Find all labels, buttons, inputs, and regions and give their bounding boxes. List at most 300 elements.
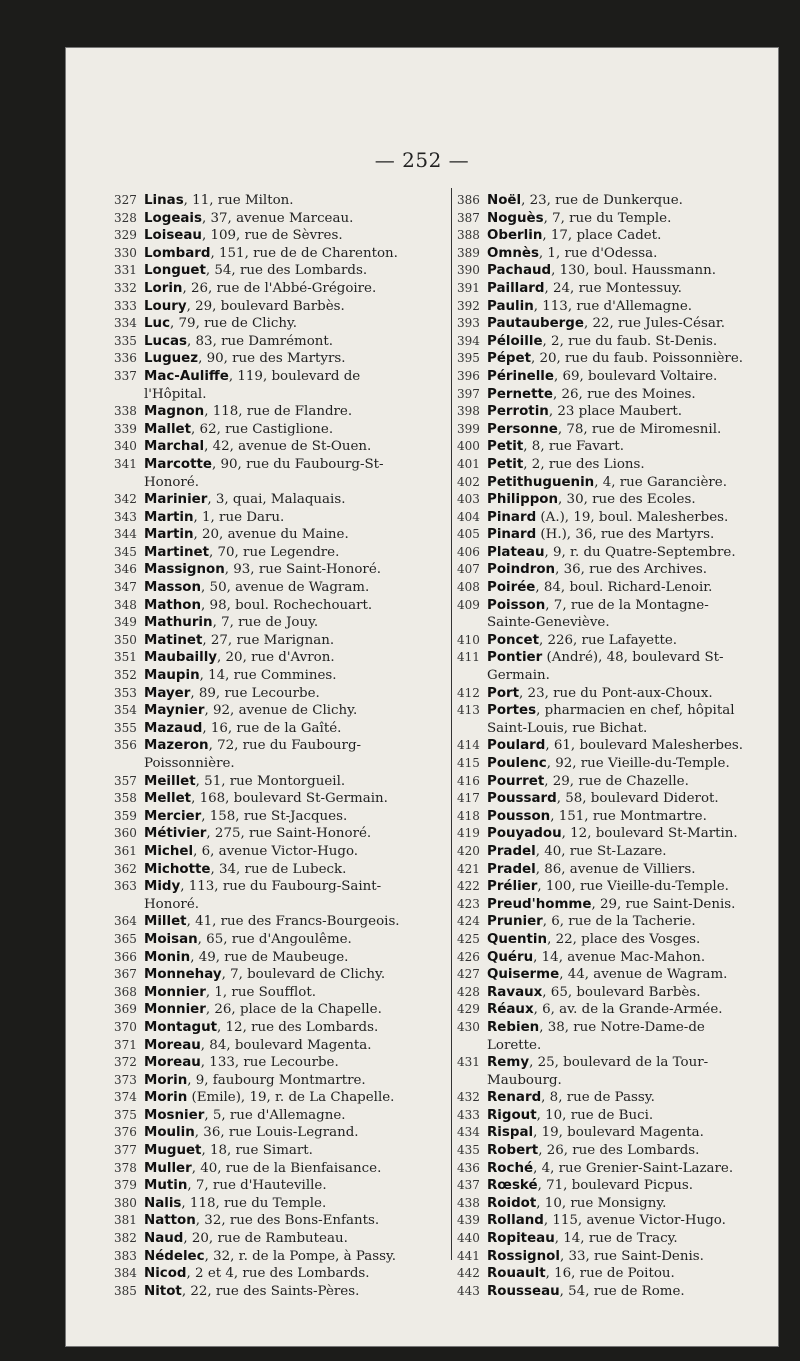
directory-entry (457, 843, 767, 861)
entry-name: Poussard (487, 791, 557, 807)
entry-number: 373 (114, 1072, 137, 1087)
entry-number: 386 (457, 193, 480, 207)
entry-number: 395 (457, 351, 480, 366)
entry-number: 404 (457, 509, 480, 524)
entry-number: 423 (457, 896, 480, 911)
entry-address: , 27, rue Marignan. (202, 632, 335, 648)
entry-address: Poissonnière. (144, 756, 235, 771)
directory-entry (457, 544, 767, 562)
entry-name: Pouyadou (487, 826, 562, 842)
entry-address: (André), 48, boulevard St- (542, 650, 724, 666)
entry-address: , 84, boul. Richard-Lenoir. (535, 580, 713, 596)
directory-entry (457, 192, 767, 210)
entry-address: , 7, rue d'Hauteville. (187, 1178, 327, 1194)
entry-address: Sainte-Geneviève. (487, 615, 610, 631)
entry-number: 344 (114, 527, 137, 542)
entry-address: , 26, place de la Chapelle. (205, 1002, 382, 1018)
entry-number: 438 (457, 1195, 480, 1210)
entry-address: , 40, rue de la Bienfaisance. (191, 1160, 382, 1176)
entry-address: , 133, rue Lecourbe. (200, 1055, 339, 1071)
entry-number: 367 (114, 967, 137, 982)
entry-address: , 44, avenue de Wagram. (559, 967, 728, 983)
entry-address: , 32, r. de la Pompe, à Passy. (204, 1248, 397, 1264)
entry-name: Michotte (144, 861, 211, 877)
directory-entry (457, 949, 767, 967)
entry-address: , 158, rue St-Jacques. (201, 808, 348, 824)
entry-name: Noguès (487, 210, 544, 226)
entry-number: 421 (457, 861, 480, 876)
entry-name: Luguez (144, 351, 199, 367)
entry-address: , 10, rue Monsigny. (536, 1195, 667, 1211)
entry-address: , 90, rue des Martyrs. (198, 351, 346, 367)
directory-entry (114, 949, 446, 967)
directory-entry (114, 561, 446, 579)
entry-name: Prélier (487, 879, 538, 895)
directory-entry (114, 262, 446, 280)
entry-name: Poisson (487, 597, 546, 613)
entry-number: 439 (457, 1213, 480, 1228)
entry-address: (H.), 36, rue des Martyrs. (536, 527, 715, 543)
entry-number: 378 (114, 1160, 137, 1175)
directory-entry (457, 1177, 767, 1195)
entry-number: 365 (114, 931, 137, 946)
left-column (114, 192, 446, 1300)
directory-entry (457, 878, 767, 896)
directory-entry (114, 1019, 446, 1037)
directory-entry (114, 1107, 446, 1125)
directory-entry (114, 421, 446, 439)
directory-entry (114, 913, 446, 931)
directory-entry (457, 632, 767, 650)
directory-entry (114, 456, 446, 474)
entry-number: 360 (114, 826, 137, 841)
entry-number: 427 (457, 967, 480, 982)
entry-number: 357 (114, 773, 137, 788)
entry-number: 426 (457, 949, 480, 964)
entry-name: Longuet (144, 263, 206, 279)
entry-address: , 8, rue Favart. (523, 439, 625, 455)
entry-name: Mathurin (144, 615, 213, 631)
entry-number: 382 (114, 1231, 137, 1246)
entry-address: , 16, rue de la Gaîté. (202, 720, 342, 736)
entry-address: , 37, avenue Marceau. (202, 210, 354, 226)
directory-entry (457, 386, 767, 404)
entry-name: Monin (144, 949, 191, 965)
entry-address: , 113, rue d'Allemagne. (533, 298, 693, 314)
entry-number: 428 (457, 984, 480, 999)
directory-entry (457, 368, 767, 386)
entry-name: Réaux (487, 1002, 534, 1018)
directory-entry (457, 403, 767, 421)
entry-number: 377 (114, 1143, 137, 1158)
directory-entry (114, 597, 446, 615)
entry-name: Massignon (144, 562, 225, 578)
entry-name: Poulenc (487, 756, 547, 771)
entry-name: Masson (144, 580, 202, 596)
entry-address: , 7, rue de la Montagne- (545, 597, 709, 613)
entry-address: , 23 place Maubert. (548, 404, 683, 420)
entry-number: 441 (457, 1248, 480, 1263)
entry-name: Naud (144, 1231, 184, 1247)
entry-address: , 8, rue de Passy. (541, 1090, 655, 1106)
entry-name: Midy (144, 879, 181, 895)
entry-name: Personne (487, 421, 558, 437)
directory-entry (457, 1160, 767, 1178)
entry-address: , 5, rue d'Allemagne. (204, 1107, 346, 1123)
directory-entry (457, 808, 767, 826)
directory-entry (114, 1037, 446, 1055)
entry-address: , 14, avenue Mac-Mahon. (533, 949, 706, 965)
entry-name: Moisan (144, 931, 198, 947)
entry-address: , 17, place Cadet. (542, 228, 662, 244)
entry-address: , 90, rue du Faubourg-St- (212, 456, 384, 472)
entry-address: , 168, boulevard St-Germain. (191, 791, 388, 807)
entry-address: , 6, av. de la Grande-Armée. (533, 1002, 723, 1018)
entry-number: 328 (114, 210, 137, 225)
entry-name: Plateau (487, 544, 545, 560)
directory-entry (457, 474, 767, 492)
entry-name: Moulin (144, 1125, 195, 1141)
entry-name: Monnier (144, 984, 206, 1000)
entry-number: 411 (457, 650, 480, 665)
entry-name: Poulard (487, 738, 546, 754)
entry-number: 338 (114, 404, 137, 419)
directory-entry (114, 1160, 446, 1178)
entry-number: 363 (114, 879, 137, 894)
entry-address: , 23, rue du Pont-aux-Choux. (519, 685, 713, 701)
entry-name: Millet (144, 914, 187, 930)
entry-number: 353 (114, 685, 137, 700)
entry-name: Philippon (487, 492, 559, 508)
entry-name: Pinard (487, 509, 537, 525)
entry-name: Petithuguenin (487, 474, 595, 490)
entry-name: Paulin (487, 298, 534, 314)
entry-number: 342 (114, 492, 137, 507)
entry-number: 409 (457, 597, 480, 612)
directory-entry (114, 1001, 446, 1019)
entry-name: Mazaud (144, 720, 203, 736)
directory-entry (114, 1283, 446, 1301)
entry-name: Monnier (144, 1002, 206, 1018)
directory-entry (114, 315, 446, 333)
entry-continuation (457, 1037, 767, 1055)
entry-name: Montagut (144, 1019, 218, 1035)
entry-address: , 71, boulevard Picpus. (537, 1178, 693, 1194)
entry-name: Roché (487, 1160, 534, 1176)
directory-entry (457, 1124, 767, 1142)
entry-address: , 2 et 4, rue des Lombards. (186, 1266, 370, 1282)
entry-address: , 29, rue de Chazelle. (544, 773, 689, 789)
directory-entry (457, 491, 767, 509)
entry-name: Quiserme (487, 967, 560, 983)
directory-entry (457, 298, 767, 316)
entry-address: , 6, rue de la Tacherie. (542, 914, 696, 930)
directory-entry (457, 1248, 767, 1266)
entry-number: 424 (457, 914, 480, 929)
directory-entry (114, 509, 446, 527)
entry-name: Monnehay (144, 967, 222, 983)
entry-number: 337 (114, 368, 137, 383)
directory-entry (457, 1230, 767, 1248)
directory-entry (114, 931, 446, 949)
entry-continuation (457, 1072, 767, 1090)
entry-address: , 29, boulevard Barbès. (186, 298, 345, 314)
entry-name: Lucas (144, 333, 188, 349)
directory-entry (457, 561, 767, 579)
entry-name: Natton (144, 1213, 196, 1229)
entry-number: 435 (457, 1143, 480, 1158)
directory-entry (114, 843, 446, 861)
entry-name: Linas (144, 193, 184, 208)
entry-address: , 115, avenue Victor-Hugo. (543, 1213, 726, 1229)
entry-number: 327 (114, 193, 137, 207)
entry-name: Luc (144, 316, 171, 332)
directory-entry (114, 403, 446, 421)
entry-number: 361 (114, 843, 137, 858)
directory-entry (114, 984, 446, 1002)
directory-entry (114, 544, 446, 562)
directory-entry (114, 1248, 446, 1266)
entry-number: 329 (114, 228, 137, 243)
entry-address: , 226, rue Lafayette. (538, 632, 678, 648)
directory-entry (457, 421, 767, 439)
directory-entry (457, 1265, 767, 1283)
directory-entry (457, 227, 767, 245)
directory-entry (457, 509, 767, 527)
entry-address: , 119, boulevard de (228, 368, 361, 384)
entry-name: Mathon (144, 597, 202, 613)
entry-address: , 11, rue Milton. (183, 193, 294, 208)
entry-name: Rebien (487, 1019, 540, 1035)
entry-number: 350 (114, 632, 137, 647)
entry-address: , 118, rue de Flandre. (204, 404, 353, 420)
entry-number: 436 (457, 1160, 480, 1175)
directory-entry (457, 526, 767, 544)
entry-name: Preud'homme (487, 896, 592, 912)
entry-name: Port (487, 685, 520, 701)
directory-entry (457, 685, 767, 703)
entry-name: Pradel (487, 843, 536, 859)
entry-address: , 6, avenue Victor-Hugo. (193, 843, 359, 859)
entry-address: , 118, rue du Temple. (181, 1195, 327, 1211)
entry-name: Martinet (144, 544, 209, 560)
directory-entry (457, 966, 767, 984)
entry-name: Péloille (487, 333, 543, 349)
directory-entry (114, 790, 446, 808)
entry-name: Petit (487, 456, 524, 472)
entry-address: , 54, rue des Lombards. (205, 263, 368, 279)
entry-address: , 62, rue Castiglione. (191, 421, 334, 437)
entry-number: 339 (114, 421, 137, 436)
entry-name: Muguet (144, 1143, 202, 1159)
entry-address: , 20, avenue du Maine. (193, 527, 349, 543)
entry-number: 419 (457, 826, 480, 841)
entry-number: 412 (457, 685, 480, 700)
directory-entry (457, 350, 767, 368)
entry-number: 417 (457, 791, 480, 806)
entry-address: , 12, boulevard St-Martin. (561, 826, 738, 842)
entry-address: , 54, rue de Rome. (559, 1283, 685, 1299)
entry-number: 356 (114, 738, 137, 753)
entry-address: , 36, rue des Archives. (555, 562, 708, 578)
entry-address: , 26, rue de l'Abbé-Grégoire. (182, 280, 377, 296)
entry-number: 343 (114, 509, 137, 524)
entry-number: 431 (457, 1055, 480, 1070)
entry-number: 371 (114, 1037, 137, 1052)
entry-name: Poncet (487, 632, 539, 648)
entry-address: , 10, rue de Buci. (536, 1107, 654, 1123)
directory-entry (114, 614, 446, 632)
directory-entry (457, 773, 767, 791)
entry-number: 351 (114, 650, 137, 665)
entry-number: 366 (114, 949, 137, 964)
entry-name: Marinier (144, 492, 208, 508)
entry-name: Roidot (487, 1195, 537, 1211)
directory-entry (457, 333, 767, 351)
directory-entry (114, 632, 446, 650)
entry-number: 346 (114, 562, 137, 577)
entry-name: Quentin (487, 931, 548, 947)
entry-name: Logeais (144, 210, 202, 226)
entry-name: Rolland (487, 1213, 544, 1229)
directory-entry (114, 861, 446, 879)
entry-address: , 14, rue Commines. (199, 668, 337, 684)
entry-address: l'Hôpital. (144, 386, 207, 402)
directory-entry (114, 667, 446, 685)
directory-entry (114, 491, 446, 509)
entry-name: Mallet (144, 421, 192, 437)
entry-name: Pinard (487, 527, 537, 543)
directory-entry (114, 825, 446, 843)
directory-entry (114, 579, 446, 597)
entry-number: 442 (457, 1266, 480, 1281)
entry-number: 430 (457, 1019, 480, 1034)
directory-entry (114, 702, 446, 720)
entry-number: 379 (114, 1178, 137, 1193)
entry-name: Poindron (487, 562, 556, 578)
entry-number: 414 (457, 738, 480, 753)
directory-entry (457, 245, 767, 263)
entry-number: 429 (457, 1002, 480, 1017)
entry-number: 420 (457, 843, 480, 858)
entry-number: 369 (114, 1002, 137, 1017)
entry-address: , 41, rue des Francs-Bourgeois. (186, 914, 400, 930)
entry-address: , 19, boulevard Magenta. (533, 1125, 704, 1141)
entry-number: 352 (114, 668, 137, 683)
directory-entry (457, 1107, 767, 1125)
entry-name: Rossignol (487, 1248, 560, 1264)
entry-address: , 130, boul. Haussmann. (551, 263, 716, 279)
entry-number: 387 (457, 210, 480, 225)
entry-number: 347 (114, 580, 137, 595)
entry-address: , 38, rue Notre-Dame-de (539, 1019, 705, 1035)
entry-name: Métivier (144, 826, 207, 842)
entry-name: Robert (487, 1143, 539, 1159)
entry-address: , 14, rue de Tracy. (554, 1231, 678, 1247)
entry-address: Lorette. (487, 1037, 542, 1053)
entry-name: Marcotte (144, 456, 212, 472)
entry-number: 413 (457, 703, 480, 718)
entry-address: Honoré. (144, 896, 200, 912)
entry-address: , 69, boulevard Voltaire. (553, 368, 718, 384)
entry-number: 334 (114, 316, 137, 331)
entry-address: , 40, rue St-Lazare. (535, 843, 667, 859)
directory-entry (457, 702, 767, 720)
entry-address: , 7, rue de Jouy. (212, 615, 319, 631)
entry-address: , 72, rue du Faubourg- (208, 738, 362, 754)
entry-address: , 151, rue de de Charenton. (210, 245, 398, 261)
entry-number: 372 (114, 1055, 137, 1070)
entry-name: Mazeron (144, 738, 209, 754)
entry-address: , 84, boulevard Magenta. (200, 1037, 372, 1053)
directory-entry (457, 262, 767, 280)
entry-number: 434 (457, 1125, 480, 1140)
entry-number: 410 (457, 632, 480, 647)
entry-number: 336 (114, 351, 137, 366)
entry-name: Pradel (487, 861, 536, 877)
entry-name: Pautauberge (487, 316, 584, 332)
entry-address: (Emile), 19, r. de La Chapelle. (187, 1090, 395, 1106)
entry-number: 354 (114, 703, 137, 718)
entry-number: 396 (457, 368, 480, 383)
entry-address: , 22, rue des Saints-Pères. (181, 1283, 360, 1299)
entry-continuation (114, 896, 446, 914)
entry-number: 394 (457, 333, 480, 348)
entry-address: , 1, rue d'Odessa. (538, 245, 658, 261)
entry-number: 393 (457, 316, 480, 331)
entry-name: Mellet (144, 791, 192, 807)
entry-name: Marchal (144, 439, 205, 455)
entry-number: 416 (457, 773, 480, 788)
entry-continuation (457, 614, 767, 632)
directory-entry (114, 1265, 446, 1283)
entry-address: , 16, rue de Poitou. (545, 1266, 675, 1282)
entry-address: , 20, rue de Rambuteau. (183, 1231, 348, 1247)
entry-address: , 9, faubourg Montmartre. (187, 1072, 366, 1088)
entry-name: Remy (487, 1055, 530, 1071)
entry-name: Martin (144, 509, 194, 525)
entry-address: , 34, rue de Lubeck. (210, 861, 347, 877)
entry-number: 331 (114, 263, 137, 278)
directory-entry (457, 825, 767, 843)
entry-name: Muller (144, 1160, 192, 1176)
entry-name: Lorin (144, 280, 183, 296)
directory-entry (457, 1212, 767, 1230)
entry-name: Mercier (144, 808, 202, 824)
directory-entry (457, 649, 767, 667)
entry-number: 397 (457, 386, 480, 401)
entry-number: 376 (114, 1125, 137, 1140)
entry-number: 340 (114, 439, 137, 454)
entry-address: , 92, rue Vieille-du-Temple. (546, 756, 730, 771)
directory-entry (114, 192, 446, 210)
directory-entry (457, 597, 767, 615)
entry-name: Pousson (487, 808, 551, 824)
entry-name: Loiseau (144, 228, 202, 244)
entry-number: 364 (114, 914, 137, 929)
directory-entry (457, 913, 767, 931)
entry-name: Ravaux (487, 984, 543, 1000)
entry-address: , 30, rue des Ecoles. (558, 492, 696, 508)
directory-entry (457, 280, 767, 298)
entry-address: , 4, rue Garancière. (594, 474, 727, 490)
entry-number: 433 (457, 1107, 480, 1122)
entry-name: Moreau (144, 1037, 201, 1053)
entry-address: , 18, rue Simart. (201, 1143, 313, 1159)
entry-number: 383 (114, 1248, 137, 1263)
entry-name: Pontier (487, 650, 543, 666)
entry-continuation (114, 386, 446, 404)
